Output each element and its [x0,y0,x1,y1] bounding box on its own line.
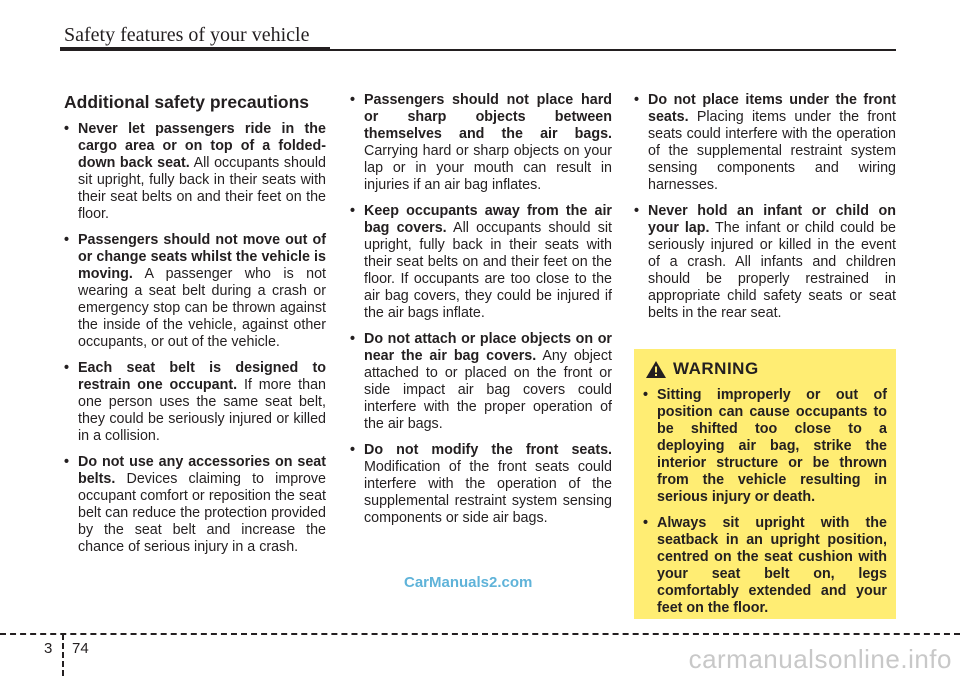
item-body: If more than one person uses the same seat belt, they could be seriously injured or killed in a collision. [78,377,326,444]
item-body: Carrying hard or sharp objects on your lap or in your mouth can result in injuries if an air bag inflates. [364,143,612,193]
header-rule-thin [330,49,896,51]
item-lead: Never hold an infant or child on your lap. [648,203,896,236]
item-body: All occupants should sit upright, fully back in their seats with their seat belts on and their feet on the floor. [78,155,326,222]
list-item [350,92,612,194]
list-item [350,203,612,322]
list-item [634,92,896,194]
item-lead: Do not attach or place objects on or near the air bag covers. [364,331,612,364]
site-watermark: carmanualsonline.info [688,644,952,674]
warning-item: • Always sit upright with the seatback in an upright position, centred on the seat cushion with your seat belt on, legs comfortably extended and your feet on the floor. [643,515,887,617]
item-lead: Do not use any accessories on seat belts. [78,454,326,487]
warning-box [634,349,896,619]
warning-list [643,387,887,617]
precautions-list-2 [350,92,612,527]
column-1 [64,92,326,565]
item-body: Any object attached to or placed on the front or side impact air bag covers could interfere with the proper operation of the air bags. [364,348,612,432]
precautions-list-3 [634,92,896,322]
item-lead: Passengers should not move out of or change seats whilst the vehicle is moving. [78,232,326,282]
list-item [634,203,896,322]
warning-header [645,359,887,379]
item-lead: Never let passengers ride in the cargo area or on top of a folded-down back seat. [78,121,326,171]
item-lead: Each seat belt is designed to restrain one occupant. [78,360,326,393]
item-body: A passenger who is not wearing a seat belt during a crash or emergency stop can be thrown against the inside of the vehicle, against other occupants, or out of the vehicle. [78,266,327,350]
list-item [350,442,612,527]
column-3 [634,92,896,331]
header-rule [60,47,330,51]
item-body: Modification of the front seats could interfere with the operation of the supplemental restraint system sensing components or side air bags. [364,459,612,526]
item-lead: Do not place items under the front seats. [648,92,896,125]
footer-divider [62,634,64,676]
footer-rule [0,633,960,635]
item-body: Devices claiming to improve occupant comfort or reposition the seat belt can reduce the protection provided by the seat belt and increase the chance of serious injury in a crash. [78,471,326,555]
watermark: CarManuals2.com [404,574,533,591]
chapter-number: 3 [44,640,53,657]
list-item [64,232,326,351]
item-body: All occupants should sit upright, fully back in their seats with their seat belts on and their feet on the floor. If occupants are too close to the air bag covers, they could be injured if the air bags inflate. [364,220,612,321]
list-item [64,454,326,556]
item-body: Placing items under the front seats could interfere with the operation of the supplemental restraint system sensing components and wiring harnesses. [648,109,896,193]
item-lead: Do not modify the front seats. [364,442,612,458]
list-item [64,121,326,223]
warning-triangle-icon [645,360,667,379]
list-item [350,331,612,433]
list-item [64,360,326,445]
section-title: Additional safety precautions [64,92,310,112]
column-2 [350,92,612,536]
precautions-list-1 [64,121,326,556]
warning-title: WARNING [673,359,759,378]
warning-item: • Sitting improperly or out of position can cause occupants to be shifted too close to a deploying air bag, strike the interior structure or be thrown from the vehicle resulting in serious injury or death. [643,387,887,506]
item-body: The infant or child could be seriously injured or killed in the event of a crash. All infants and children should be properly restrained in appropriate child safety seats or seat belts in the rear seat. [648,220,896,321]
item-lead: Passengers should not place hard or sharp objects between themselves and the air bags. [364,92,612,142]
page-number: 74 [72,640,89,657]
item-lead: Keep occupants away from the air bag covers. [364,203,612,236]
header-title: Safety features of your vehicle [64,24,310,46]
